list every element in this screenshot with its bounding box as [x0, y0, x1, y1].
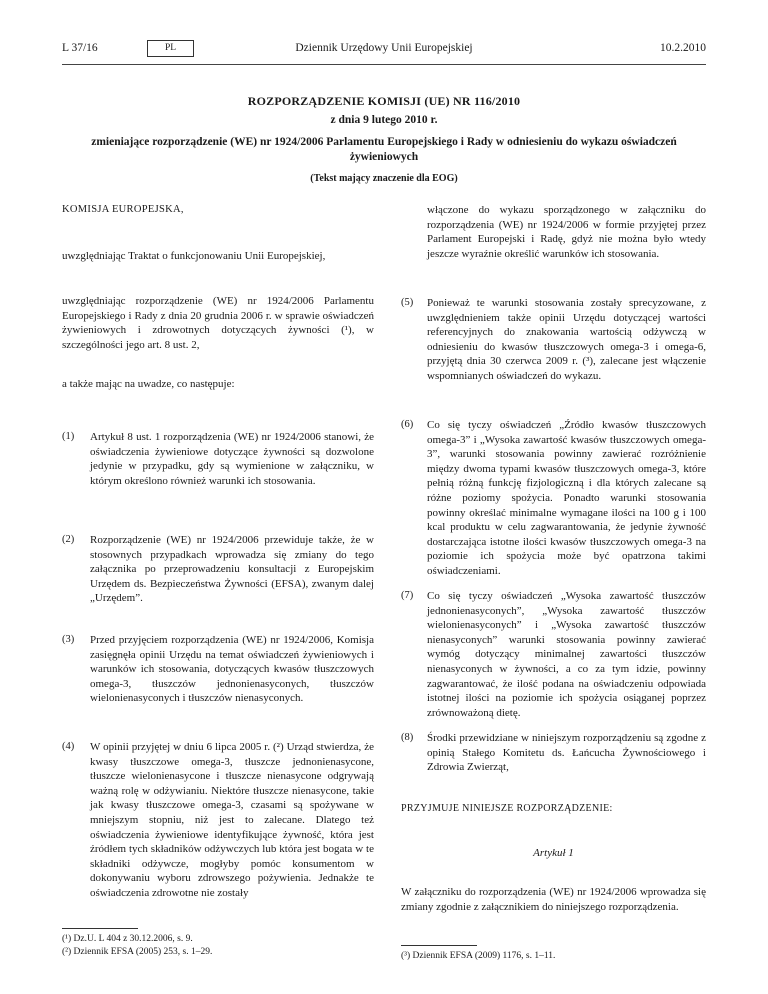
- publication-date: 10.2.2010: [660, 42, 706, 54]
- recital-text: Ponieważ te warunki stosowania zostały sprecyzowane, z uwzględnieniem także opinii Urzędu dotyczącej wartości referencyjnych do znakowania wartością odżywczą w odniesieniu do kwasów tłuszczowych omega-3 i omega-6, przyjętą dnia 30 czerwca 2009 r. (³), zalecane jest włączenie wspomnianych oświadczeń do wykazu.: [427, 297, 706, 382]
- language-badge: PL: [147, 40, 194, 57]
- footnote: (¹) Dz.U. L 404 z 30.12.2006, s. 9.: [62, 934, 193, 944]
- commission-heading: KOMISJA EUROPEJSKA,: [62, 204, 184, 215]
- article-text: W załączniku do rozporządzenia (WE) nr 1924/2006 wprowadza się zmiany zgodnie z załącznikiem do niniejszego rozporządzenia.: [401, 886, 706, 913]
- regulation-title: ROZPORZĄDZENIE KOMISJI (UE) NR 116/2010: [247, 94, 521, 108]
- journal-title: Dziennik Urzędowy Unii Europejskiej: [295, 42, 473, 54]
- regulation-subject: zmieniające rozporządzenie (WE) nr 1924/2006 Parlamentu Europejskiego i Rady w odniesieniu do wykazu oświadczeń żywieniowych: [91, 136, 677, 163]
- recital-number: (7): [401, 590, 414, 601]
- footnote-divider: [401, 945, 477, 946]
- recital-text: W opinii przyjętej w dniu 6 lipca 2005 r. (²) Urząd stwierdza, że kwasy tłuszczowe omega-3, tłuszcze jednonienasycone, tłuszcze wielonienasycone i tłuszcze nienasycone odgrywają ważną rolę w odżywianiu. Niektóre tłuszcze nienasycone, takie jak kwasy tłuszczowe omega-3, czasami są spożywane w mniejszym stopniu, niż jest to zalecane. Dlatego też oświadczenia żywieniowe identyfikujące żywność, która jest źródłem tych składników odżywczych lub która jest bogata w te składniki odżywcze, mogłyby pomóc konsumentom w dokonywaniu wyboru zdrowszego pożywienia. Jednakże te oświadczenia zdrowotne nie zostały: [90, 741, 374, 899]
- regulation-citation: uwzględniając rozporządzenie (WE) nr 1924/2006 Parlamentu Europejskiego i Rady z dnia 20 grudnia 2006 r. w sprawie oświadczeń żywieniowych i zdrowotnych dotyczących żywności (¹), w szczególności jego art. 8 ust. 2,: [62, 295, 374, 351]
- recital-continuation: włączone do wykazu sporządzonego w załączniku do rozporządzenia (WE) nr 1924/2006 w formie przyjętej przez Parlament Europejski i Radę, gdyż nie można było wtedy jeszcze wyraźnie określić warunków ich stosowania.: [427, 204, 706, 260]
- whereas-clause: a także mając na uwadze, co następuje:: [62, 378, 235, 390]
- recital-number: (8): [401, 732, 414, 743]
- recital-number: (6): [401, 419, 414, 430]
- treaty-citation: uwzględniając Traktat o funkcjonowaniu Unii Europejskiej,: [62, 250, 326, 262]
- footnote: (²) Dziennik EFSA (2005) 253, s. 1–29.: [62, 947, 213, 957]
- recital-number: (3): [62, 634, 75, 645]
- regulation-date: z dnia 9 lutego 2010 r.: [330, 114, 438, 126]
- recital-text: Środki przewidziane w niniejszym rozporządzeniu są zgodne z opinią Stałego Komitetu ds. Łańcucha Żywnościowego i Zdrowia Zwierząt,: [427, 732, 706, 774]
- recital-text: Przed przyjęciem rozporządzenia (WE) nr 1924/2006, Komisja zasięgnęła opinii Urzędu na temat oświadczeń żywieniowych i warunków ich stosowania, dotyczących kwasów tłuszczowych omega-3, tłuszczów jednonienasyconych, tłuszczów wielonienasyconych i tłuszczów nienasyconych.: [90, 634, 374, 705]
- recital-number: (5): [401, 297, 414, 308]
- footnote: (³) Dziennik EFSA (2009) 1176, s. 1–11.: [401, 951, 556, 961]
- article-heading: Artykuł 1: [533, 847, 574, 859]
- header-divider: [62, 64, 706, 65]
- footnote-divider: [62, 928, 138, 929]
- recital-text: Co się tyczy oświadczeń „Wysoka zawartość tłuszczów jednonienasyconych”, „Wysoka zawartość tłuszczów wielonienasyconych” i „Wysoka zawartość tłuszczów nienasyconych” warunki stosowania powinny zawierać wymóg dotyczący minimalnej zawartości tłuszczów nienasyconych w żywności, a co za tym idzie, powinny zagwarantować, że ilość podana na oświadczeniu odpowiada istotnej ilości na poziomie ich spożycia osiąganej poprzez zrównoważoną dietę.: [427, 590, 706, 719]
- recital-number: (1): [62, 431, 75, 442]
- recital-text: Artykuł 8 ust. 1 rozporządzenia (WE) nr 1924/2006 stanowi, że oświadczenia żywieniowe dotyczące żywności są dozwolone jedynie w przypadku, gdy są wymienione w załączniku, w którym określono również warunki ich stosowania.: [90, 431, 374, 487]
- recital-number: (2): [62, 534, 75, 545]
- adoption-clause: PRZYJMUJE NINIEJSZE ROZPORZĄDZENIE:: [401, 803, 613, 814]
- recital-text: Co się tyczy oświadczeń „Źródło kwasów tłuszczowych omega-3” i „Wysoka zawartość kwasów tłuszczowych omega-3”, warunki stosowania powinny zawierać rozróżnienie między dwoma typami kwasów tłuszczowych omega-3, które pełnią różną funkcję fizjologiczną i dla których zalecane są różne poziomy spożycia. Ponadto warunki stosowania powinny określać minimalne wymagane ilości na 100 g i 100 kcal produktu w celu zagwarantowania, że jedynie żywność dostarczająca istotne ilości kwasów tłuszczowych omega-3 na poziomie ich spożycia może być opatrzona takimi oświadczeniami.: [427, 419, 706, 577]
- recital-text: Rozporządzenie (WE) nr 1924/2006 przewiduje także, że w stosownych przypadkach wprowadza się zmiany do tego załącznika po przeprowadzeniu konsultacji z Europejskim Urzędem ds. Bezpieczeństwa Żywności (EFSA), zwanym dalej „Urzędem”.: [90, 534, 374, 605]
- recital-number: (4): [62, 741, 75, 752]
- page-reference: L 37/16: [62, 42, 98, 54]
- eea-relevance: (Tekst mający znaczenie dla EOG): [310, 173, 458, 184]
